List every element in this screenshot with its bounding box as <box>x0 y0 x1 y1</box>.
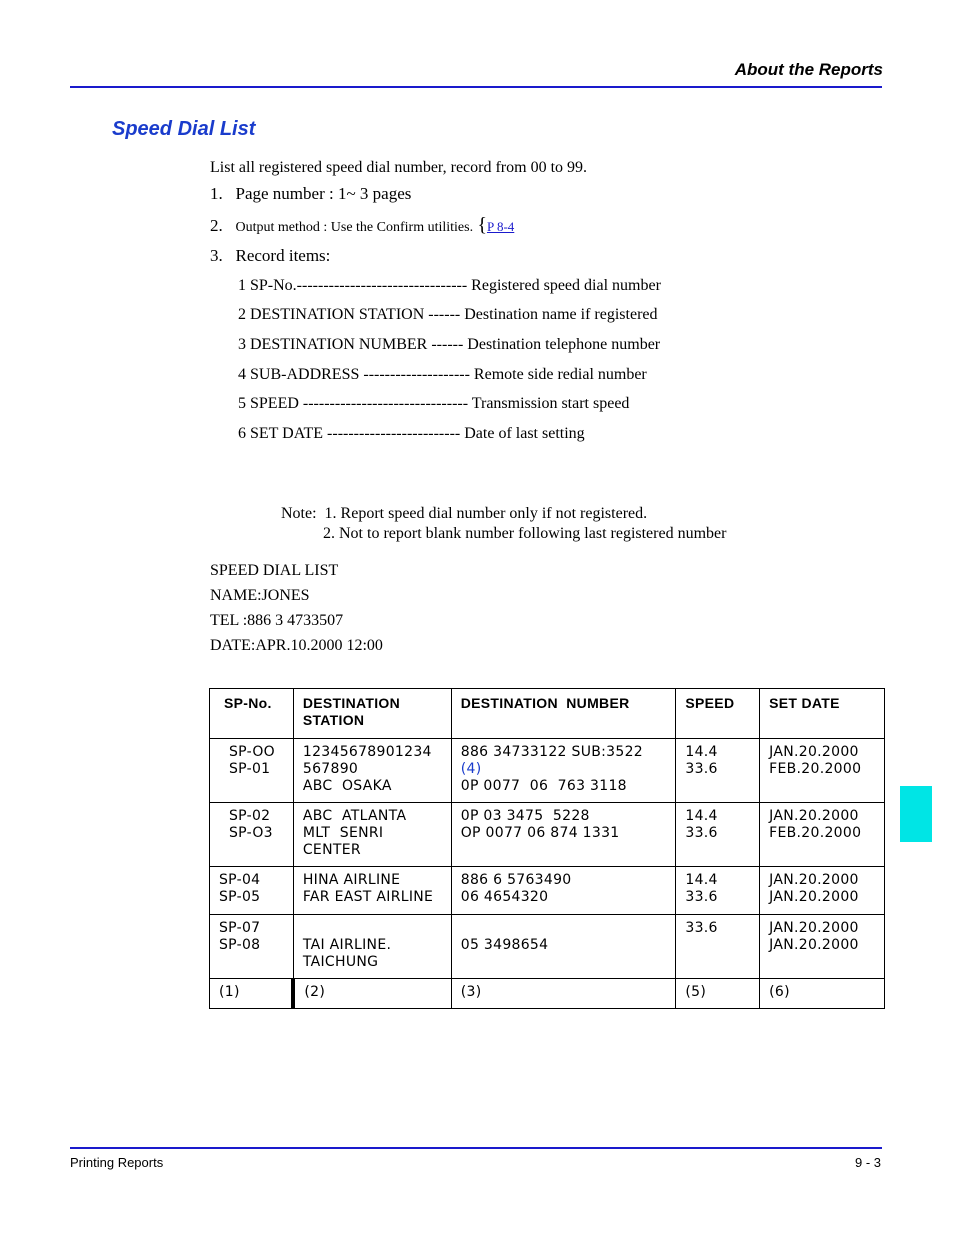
footer-cell: (1) <box>210 979 294 1009</box>
step-text: Record items: <box>235 246 331 265</box>
table-row <box>210 803 885 867</box>
record-item: 5 SPEED ------------------------------- Transmission start speed <box>238 395 630 412</box>
table-footer-row <box>210 979 885 1009</box>
header-text: DESTINATION <box>302 695 401 711</box>
cell-date: JAN.20.2000 FEB.20.2000 <box>760 739 885 803</box>
step-2 <box>210 214 514 237</box>
footer-cell: (3) <box>451 979 676 1009</box>
cell-station: TAI AIRLINE. TAICHUNG <box>293 915 451 979</box>
note-line-2: 2. Not to report blank number following last registered number <box>323 525 727 542</box>
table-header-row <box>210 689 885 739</box>
intro-text: List all registered speed dial number, record from 00 to 99. <box>210 159 588 176</box>
cell-sp-no: SP-OO SP-01 <box>210 739 294 803</box>
report-header-line: DATE:APR.10.2000 12:00 <box>210 637 383 654</box>
step-text: Output method : Use the Confirm utilities. <box>235 220 474 235</box>
brace-symbol: { <box>477 214 487 236</box>
cell-sp-no: SP-02 SP-O3 <box>210 803 294 867</box>
cell-station: 12345678901234 567890 ABC OSAKA <box>293 739 451 803</box>
report-header-line: SPEED DIAL LIST <box>210 562 339 579</box>
cell-speed: 33.6 <box>676 915 760 979</box>
note-text: 1. Report speed dial number only if not registered. <box>324 505 648 522</box>
footer-cell: (6) <box>760 979 885 1009</box>
table-row <box>210 915 885 979</box>
page-header-title: About the Reports <box>734 60 883 79</box>
header-destination-number: DESTINATION NUMBER <box>451 689 676 739</box>
footer-chapter-title: Printing Reports <box>70 1155 164 1170</box>
footer-cell: (2) <box>293 979 451 1009</box>
header-set-date: SET DATE <box>760 689 885 739</box>
report-header-line: TEL :886 3 4733507 <box>210 612 344 629</box>
chapter-tab-marker <box>900 786 932 842</box>
step-1 <box>210 184 411 204</box>
cell-date: JAN.20.2000 JAN.20.2000 <box>760 915 885 979</box>
cell-date: JAN.20.2000 FEB.20.2000 <box>760 803 885 867</box>
record-item: 3 DESTINATION NUMBER ------ Destination telephone number <box>238 336 661 353</box>
step-3 <box>210 246 330 266</box>
note-line-1 <box>281 505 647 523</box>
record-item: 6 SET DATE ------------------------- Date of last setting <box>238 425 585 442</box>
cell-speed: 14.4 33.6 <box>676 739 760 803</box>
step-number: 2. <box>210 216 223 235</box>
cell-sp-no: SP-07 SP-08 <box>210 915 294 979</box>
header-sp-no: SP-No. <box>210 689 294 739</box>
cell-speed: 14.4 33.6 <box>676 867 760 915</box>
cell-number: 886 34733122 SUB:3522 (4) 0P 0077 06 763 3118 <box>451 739 676 803</box>
cell-date: JAN.20.2000 JAN.20.2000 <box>760 867 885 915</box>
footer-cell: (5) <box>676 979 760 1009</box>
step-number: 3. <box>210 246 223 265</box>
record-item: 4 SUB-ADDRESS -------------------- Remote side redial number <box>238 366 647 383</box>
header-text: STATION <box>302 712 365 728</box>
footer-page-number: 9 - 3 <box>854 1155 881 1170</box>
header-speed: SPEED <box>676 689 760 739</box>
cell-number: 886 6 5763490 06 4654320 <box>451 867 676 915</box>
report-header-line: NAME:JONES <box>210 587 310 604</box>
footer-rule <box>70 1147 882 1149</box>
section-title: Speed Dial List <box>112 118 256 140</box>
header-destination-station <box>293 689 451 739</box>
cell-speed: 14.4 33.6 <box>676 803 760 867</box>
cell-station: ABC ATLANTA MLT SENRI CENTER <box>293 803 451 867</box>
page-reference-link[interactable]: P 8-4 <box>486 219 515 234</box>
cell-station: HINA AIRLINE FAR EAST AIRLINE <box>293 867 451 915</box>
speed-dial-table <box>209 688 885 1009</box>
record-item: 1 SP-No.-------------------------------- Registered speed dial number <box>238 277 661 294</box>
cell-number: 0P 03 3475 5228 OP 0077 06 874 1331 <box>451 803 676 867</box>
table-row <box>210 739 885 803</box>
cell-number: 05 3498654 <box>451 915 676 979</box>
step-text: Page number : 1~ 3 pages <box>235 184 412 203</box>
note-label: Note: <box>281 505 317 522</box>
table-row <box>210 867 885 915</box>
header-rule <box>70 86 882 88</box>
step-number: 1. <box>210 184 223 203</box>
sub-address-marker: (4) <box>460 761 482 777</box>
record-item: 2 DESTINATION STATION ------ Destination name if registered <box>238 306 658 323</box>
cell-sp-no: SP-04 SP-05 <box>210 867 294 915</box>
